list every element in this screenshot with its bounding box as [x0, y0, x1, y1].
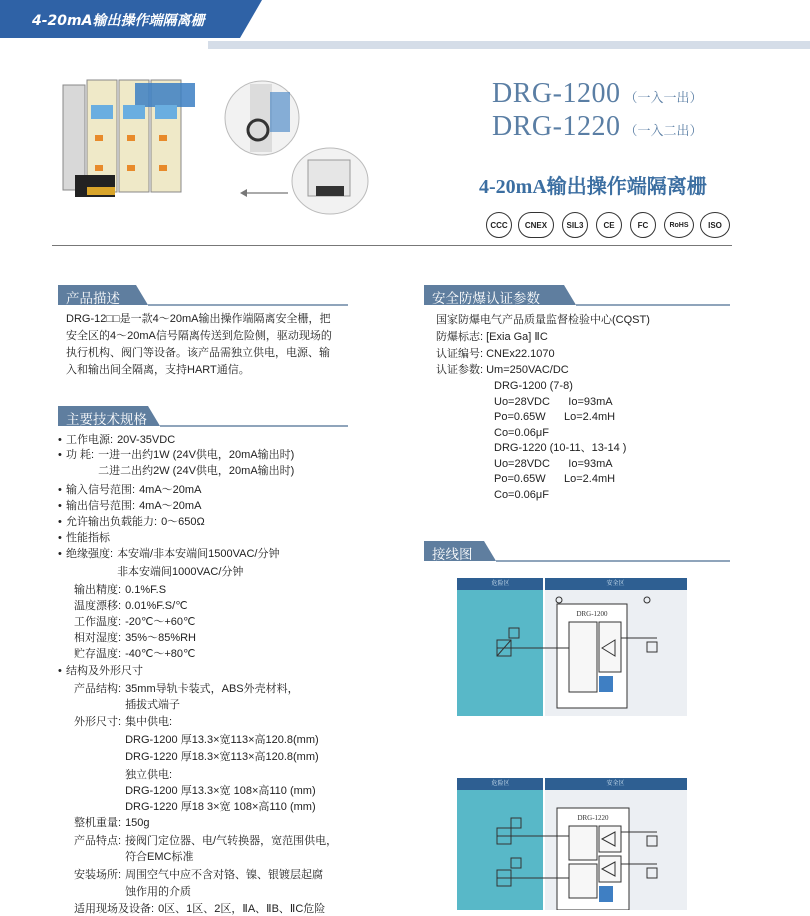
spec-bullet: •: [58, 532, 62, 544]
spec-value: 0.01%F.S/℃: [125, 600, 188, 612]
spec-value: 集中供电:: [125, 716, 173, 728]
spec-value: 35%～85%RH: [125, 632, 196, 644]
spec-row: [58, 431, 175, 447]
spec-key: 产品特点:: [74, 835, 122, 847]
product-image-barriers: [55, 75, 205, 205]
cnex-cert-icon: CNEX: [518, 212, 554, 238]
wiring-diagram-1200: 危险区 安全区 DRG-1200: [457, 578, 687, 716]
safety-line-9: DRG-1220 (10-11、13-14 ): [494, 442, 627, 454]
spec-row: [66, 629, 196, 645]
spec-key: 绝缘强度:: [66, 548, 114, 560]
safety-line-10: Uo=28VDC Io=93mA: [494, 458, 613, 470]
spec-value: 周围空气中应不含对铬、镍、银镀层起腐: [125, 869, 324, 881]
spec-value: -40℃～+80℃: [125, 648, 196, 660]
spec-bullet: •: [58, 434, 62, 446]
spec-row: [58, 563, 243, 579]
spec-row: [58, 529, 114, 545]
top-separator: [52, 245, 732, 246]
safety-heading: 安全防爆认证参数: [424, 285, 730, 305]
spec-value: 4mA～20mA: [139, 484, 202, 496]
spec-key: 功 耗:: [66, 449, 95, 461]
spec-value: DRG-1200 厚13.3×宽 108×高110 (mm): [125, 785, 316, 797]
spec-value: 0.1%F.S: [125, 584, 167, 596]
spec-row: [58, 545, 279, 561]
spec-row: [58, 446, 294, 462]
wiring-heading: 接线图: [424, 541, 730, 561]
safety-line-11: Po=0.65W Lo=2.4mH: [494, 473, 616, 485]
spec-value: 二进二出约2W (24V供电，20mA输出时): [98, 465, 295, 477]
spec-row: [58, 748, 319, 764]
spec-value: 20V-35VDC: [117, 434, 176, 446]
spec-value: 本安端/非本安端间1500VAC/分钟: [117, 548, 280, 560]
spec-value: 非本安端间1000VAC/分钟: [117, 566, 244, 578]
spec-key: 产品结构:: [74, 683, 122, 695]
spec-row: [58, 481, 201, 497]
description-line-4: 入和输出间全隔离，支持HART通信。: [66, 364, 250, 376]
spec-value: DRG-1220 厚18 3×宽 108×高110 (mm): [125, 801, 316, 813]
spec-bullet: •: [58, 516, 62, 528]
spec-key: 输出精度:: [74, 584, 122, 596]
spec-row: [66, 645, 195, 661]
spec-row: [58, 782, 316, 798]
header-title: 4-20mA输出操作端隔离栅: [32, 13, 205, 29]
safety-line-1: 国家防爆电气产品质量监督检验中心(CQST): [436, 314, 650, 326]
safety-line-5: DRG-1200 (7-8): [494, 380, 573, 392]
product-subtitle: 4-20mA输出操作端隔离栅: [479, 176, 707, 198]
spec-row: [66, 713, 172, 729]
spec-value: 插拔式端子: [125, 699, 181, 711]
spec-key: 允许输出负载能力:: [66, 516, 158, 528]
spec-row: [58, 497, 201, 513]
spec-row: [66, 866, 323, 882]
spec-value: 4mA～20mA: [139, 500, 202, 512]
ce-cert-icon: CE: [596, 212, 622, 238]
spec-value: -20℃～+60℃: [125, 616, 196, 628]
spec-row: [66, 900, 325, 916]
safety-line-6: Uo=28VDC Io=93mA: [494, 396, 613, 408]
spec-value: 150g: [125, 817, 150, 829]
spec-key: 温度漂移:: [74, 600, 122, 612]
fc-cert-icon: FC: [630, 212, 656, 238]
spec-bullet: •: [58, 449, 62, 461]
safety-line-4: 认证参数: Um=250VAC/DC: [436, 364, 569, 376]
ccc-cert-icon: CCC: [486, 212, 512, 238]
spec-value: 蚀作用的介质: [125, 886, 192, 898]
spec-key: 工作电源:: [66, 434, 114, 446]
spec-row: [58, 513, 205, 529]
spec-bullet: •: [58, 500, 62, 512]
spec-key: 输出信号范围:: [66, 500, 136, 512]
model-1220-title: DRG-1220 （一入二出）: [492, 111, 703, 142]
spec-key: 外形尺寸:: [74, 716, 122, 728]
spec-row: [66, 613, 195, 629]
spec-row: [66, 581, 166, 597]
description-heading: 产品描述: [58, 285, 348, 305]
sil3-cert-icon: SIL3: [562, 212, 588, 238]
spec-row: [58, 731, 319, 747]
arrow-left-icon: [240, 188, 290, 198]
rohs-cert-icon: RoHS: [664, 212, 694, 238]
spec-key: 性能指标: [66, 532, 110, 544]
spec-row: [58, 766, 172, 782]
spec-key: 相对湿度:: [74, 632, 122, 644]
description-line-2: 安全区的4～20mA信号隔离传送到危险侧，驱动现场的: [66, 330, 332, 342]
spec-bullet: •: [58, 484, 62, 496]
safety-line-7: Po=0.65W Lo=2.4mH: [494, 411, 616, 423]
spec-value: 一进一出约1W (24V供电，20mA输出时): [98, 449, 295, 461]
spec-value: 35mm导轨卡装式，ABS外壳材料，: [125, 683, 299, 695]
spec-row: [58, 696, 180, 712]
safety-line-3: 认证编号: CNEx22.1070: [436, 348, 555, 360]
iso-cert-icon: ISO: [700, 212, 730, 238]
diagram1-model-label: DRG-1200: [576, 610, 608, 618]
spec-row: [66, 680, 299, 696]
spec-value: 接阀门定位器、电/气转换器，宽范围供电，: [125, 835, 338, 847]
description-line-1: DRG-12□□是一款4～20mA输出操作端隔离安全栅，把: [66, 313, 331, 325]
spec-row: [58, 662, 147, 678]
spec-value: DRG-1200 厚13.3×宽113×高120.8(mm): [125, 734, 319, 746]
spec-key: 贮存温度:: [74, 648, 122, 660]
spec-key: 适用现场及设备:: [74, 903, 155, 915]
spec-value: 0区、1区、2区，ⅡA、ⅡB、ⅡC危险: [158, 903, 326, 915]
spec-value: 独立供电:: [125, 769, 173, 781]
diagram2-model-label: DRG-1220: [577, 814, 609, 822]
spec-row: [58, 798, 316, 814]
product-detail-circle-2: [290, 146, 370, 216]
description-line-3: 执行机构、阀门等设备。该产品需独立供电，电源、输: [66, 347, 330, 359]
safety-line-2: 防爆标志: [Exia Ga] ⅡC: [436, 331, 548, 343]
spec-bullet: •: [58, 665, 62, 677]
model-1200-title: DRG-1200 （一入一出）: [492, 78, 703, 109]
wiring-diagram-1220: 危险区 安全区 DRG-1220: [457, 778, 687, 910]
spec-row: [66, 597, 188, 613]
safety-line-8: Co=0.06μF: [494, 427, 549, 439]
spec-value: 符合EMC标准: [125, 851, 194, 863]
spec-row: [58, 848, 194, 864]
spec-value: DRG-1220 厚18.3×宽113×高120.8(mm): [125, 751, 319, 763]
spec-key: 工作温度:: [74, 616, 122, 628]
spec-key: 安装场所:: [74, 869, 122, 881]
spec-row: [66, 814, 150, 830]
spec-key: 输入信号范围:: [66, 484, 136, 496]
spec-key: 结构及外形尺寸: [66, 665, 143, 677]
spec-key: 整机重量:: [74, 817, 122, 829]
specs-heading: 主要技术规格: [58, 406, 348, 426]
safety-line-12: Co=0.06μF: [494, 489, 549, 501]
spec-row: [58, 883, 191, 899]
spec-row: [66, 832, 337, 848]
spec-bullet: •: [58, 548, 62, 560]
spec-row: [58, 462, 294, 478]
header-rule: [208, 41, 810, 49]
spec-value: 0～650Ω: [161, 516, 205, 528]
